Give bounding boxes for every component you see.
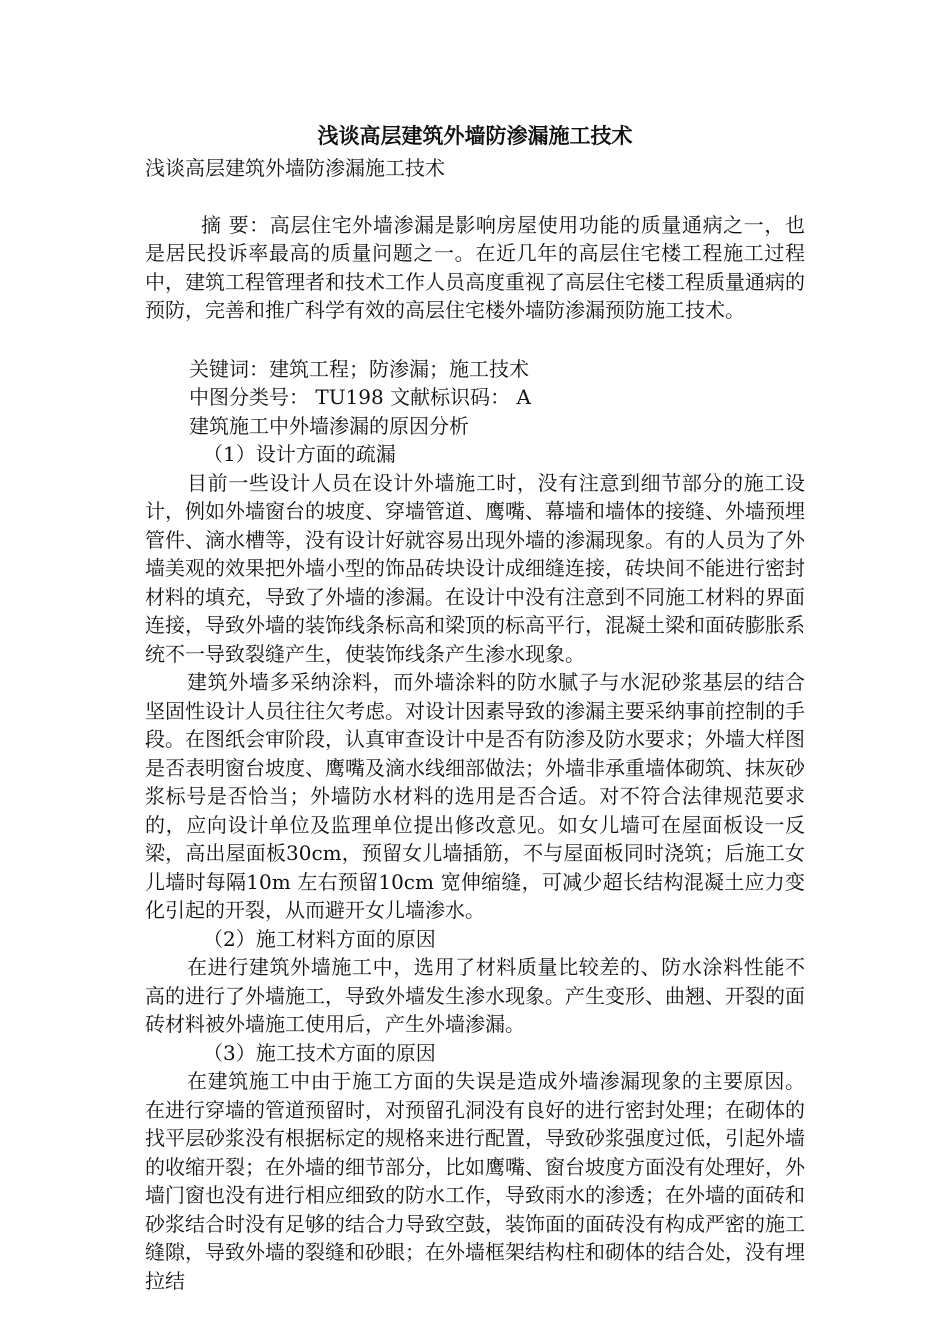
spacer bbox=[145, 325, 805, 355]
paragraph-design-2: 建筑外墙多采纳涂料，而外墙涂料的防水腻子与水泥砂浆基层的结合坚固性设计人员往往欠考虑。对设计因素导致的渗漏主要采纳事前控制的手段。在图纸会审阶段，认真审查设计中是否有防渗及防水要求；外墙大样图是否表明窗台坡度、鹰嘴及滴水线细部做法；外墙非承重墙体砌筑、抹灰砂浆标号是否恰当；外墙防水材料的选用是否合适。对不符合法律规范要求的，应向设计单位及监理单位提出修改意见。如女儿墙可在屋面板设一反梁，高出屋面板30cm，预留女儿墙插筋，不与屋面板同时浇筑；后施工女儿墙时每隔10m 左右预留10cm 宽伸缩缝，可减少超长结构混凝土应力变化引起的开裂，从而避开女儿墙渗水。 bbox=[145, 670, 805, 922]
abstract-paragraph: 摘 要：高层住宅外墙渗漏是影响房屋使用功能的质量通病之一，也是居民投诉率最高的质量问题之一。在近几年的高层住宅楼工程施工过程中，建筑工程管理者和技术工作人员高度重视了高层住宅楼工程质量通病的预防，完善和推广科学有效的高层住宅楼外墙防渗漏预防施工技术。 bbox=[145, 212, 805, 322]
document-title: 浅谈高层建筑外墙防渗漏施工技术 bbox=[317, 123, 633, 148]
subsection-heading-materials: （2）施工材料方面的原因 bbox=[203, 926, 436, 951]
paragraph-design-1: 目前一些设计人员在设计外墙施工时，没有注意到细节部分的施工设计，例如外墙窗台的坡度、穿墙管道、鹰嘴、幕墙和墙体的接缝、外墙预埋管件、滴水槽等，没有设计好就容易出现外墙的渗漏现象。有的人员为了外墙美观的效果把外墙小型的饰品砖块设计成细缝连接，砖块间不能进行密封材料的填充，导致了外墙的渗漏。在设计中没有注意到不同施工材料的界面连接，导致外墙的装饰线条标高和梁顶的标高平行，混凝土梁和面砖膨胀系统不一导致裂缝产生，使装饰线条产生渗水现象。 bbox=[145, 470, 805, 666]
document-page bbox=[145, 118, 805, 1295]
classification-line: 中图分类号： TU198 文献标识码： A bbox=[189, 385, 531, 409]
document-subtitle: 浅谈高层建筑外墙防渗漏施工技术 bbox=[145, 156, 445, 180]
subsection-heading-design: （1）设计方面的疏漏 bbox=[203, 442, 396, 466]
spacer bbox=[145, 183, 805, 211]
keywords-line: 关键词：建筑工程；防渗漏；施工技术 bbox=[189, 356, 529, 381]
paragraph-materials: 在进行建筑外墙施工中，选用了材料质量比较差的、防水涂料性能不高的进行了外墙施工，导致外墙发生渗水现象。产生变形、曲翘、开裂的面砖材料被外墙施工使用后，产生外墙渗漏。 bbox=[145, 955, 805, 1036]
section-heading: 建筑施工中外墙渗漏的原因分析 bbox=[189, 413, 469, 438]
paragraph-technique: 在建筑施工中由于施工方面的失误是造成外墙渗漏现象的主要原因。在进行穿墙的管道预留时，对预留孔洞没有良好的进行密封处理；在砌体的找平层砂浆没有根据标定的规格来进行配置，导致砂浆强度过低，引起外墙的收缩开裂；在外墙的细节部分，比如鹰嘴、窗台坡度方面没有处理好，外墙门窗也没有进行相应细致的防水工作，导致雨水的渗透；在外墙的面砖和砂浆结合时没有足够的结合力导致空鼓，装饰面的面砖没有构成严密的施工缝隙，导致外墙的裂缝和砂眼；在外墙框架结构柱和砌体的结合处，没有埋拉结 bbox=[145, 1069, 805, 1293]
subsection-heading-technique: （3）施工技术方面的原因 bbox=[203, 1040, 436, 1065]
